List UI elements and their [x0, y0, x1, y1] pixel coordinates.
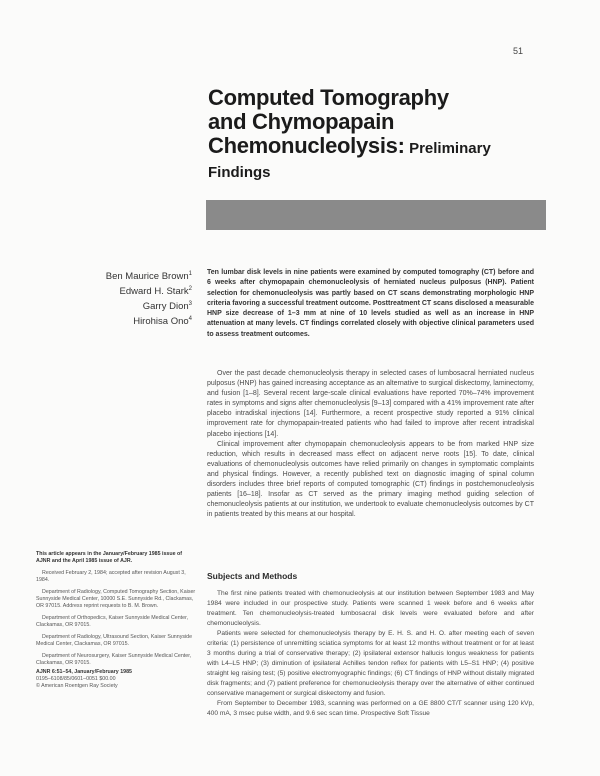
affiliation-2: Department of Orthopedics, Kaiser Sunnyside Medical Center, Clackamas, OR 97015. [36, 615, 189, 628]
copyright: © American Roentgen Ray Society [36, 683, 118, 689]
page-number: 51 [513, 46, 524, 56]
title-rule-bar [206, 200, 546, 230]
affiliation-1: Department of Radiology, Computed Tomography Section, Kaiser Sunnyside Medical Center, 10000 S.E. Sunnyside Rd., Clackamas, OR 97015. Address reprint requests to B. M. Brown. [36, 589, 196, 609]
author-1 [40, 268, 192, 283]
journal-citation: AJNR 6:51–54, January/February 1985 [36, 669, 132, 675]
title-line-3-sub: Preliminary [409, 140, 491, 157]
title-line-2: and Chymopapain [208, 109, 395, 134]
article-title [208, 86, 548, 185]
methods-section [207, 589, 534, 719]
received-note: Received February 2, 1984; accepted after revision August 3, 1984. [36, 570, 186, 583]
methods-paragraph: Patients were selected for chemonucleolysis therapy by E. H. S. and H. O. after meeting each of seven criteria: (1) persistence of unremitting sciatica symptoms for at least 12 months without treatment or for at least 3 months during a trial of conservative therapy; (2) ipsilateral extensor hallucis longus weakness for patients with L4–L5 HNP; (3) diminution of ipsilateral Achilles tendon reflex for patients with L5–S1 HNP; (4) positive straight leg raising test; (5) positive electromyographic findings; (6) CT findings of HNP without distally migrated disk fragments; and (7) patient preference for chemonucleolysis therapy over the alternative of either continued conservative management or surgical diskectomy and fusion. [207, 630, 534, 697]
author-1-mark: 1 [188, 271, 192, 277]
title-line-3-main: Chemonucleolysis: [208, 133, 405, 158]
methods-paragraph: The first nine patients treated with chemonucleolysis at our institution between September 1983 and May 1984 were included in our prospective study. Patients were scanned 1 week before and 6 weeks after treatment. Ten chemonucleolysis-treated lumbosacral disk levels were evaluated before and after chemonucleolysis. [207, 590, 534, 627]
methods-paragraph: From September to December 1983, scanning was performed on a GE 8800 CT/T scanner using 120 kVp, 400 mA, 3 msec pulse width, and 9.6 sec scan time. Prospective Soft Tissue [207, 700, 534, 717]
title-line-4: Findings [208, 164, 271, 181]
title-line-1: Computed Tomography [208, 85, 449, 110]
introduction [207, 369, 534, 520]
author-2 [40, 283, 192, 298]
intro-paragraph: Clinical improvement after chymopapain chemonucleolysis appears to be from marked HNP size reduction, which results in decreased mass effect on adjacent nerve roots [15]. To date, clinical evaluations of chemonucleolysis outcomes have relied primarily on changes in symptomatic complaints and physical findings. However, a recently published text on diagnostic imaging of spinal column disorders includes three brief reports of computed tomographic (CT) findings in postchemonucleolysis patients [16–18]. Insofar as CT served as the primary imaging method guiding selection of chemonucleolysis patients at our institution, we undertook to evaluate chemonucleolysis outcomes by CT in patients treated by this means at our hospital. [207, 440, 534, 519]
author-1-name: Ben Maurice Brown [105, 271, 189, 283]
author-2-name: Edward H. Stark [119, 286, 189, 298]
issue-notice: This article appears in the January/February 1985 issue of AJNR and the April 1985 issue of AJR. [36, 551, 183, 564]
author-4-mark: 4 [188, 316, 192, 323]
author-3-mark: 3 [188, 301, 192, 308]
side-notes [36, 551, 196, 690]
intro-paragraph: Over the past decade chemonucleolysis therapy in selected cases of lumbosacral herniated nucleus pulposus (HNP) has gained increasing acceptance as an alternative to surgical diskectomy, laminectomy, and fusion [1–8]. Several recent large-scale clinical evaluations have reported 70%–74% improvement rates in symptoms and signs after chemonucleolysis [9–13] compared with a 41% improvement rate after placebo intradiskal injections [14]. Furthermore, a recent prospective study reported a 91% clinical improvement rate for chymopapain-treated patients who had failed to improve after recent intradiskal placebo injections [14]. [207, 370, 534, 438]
author-4-name: Hirohisa Ono [133, 316, 189, 328]
affiliation-4: Department of Neurosurgery, Kaiser Sunnyside Medical Center, Clackamas, OR 97015. [36, 653, 192, 666]
affiliation-3: Department of Radiology, Ultrasound Section, Kaiser Sunnyside Medical Center, Clackamas, OR 97015. [36, 634, 193, 647]
author-3 [40, 298, 192, 313]
abstract: Ten lumbar disk levels in nine patients were examined by computed tomography (CT) before and 6 weeks after chymopapain chemonucleolysis of herniated nucleus pulposus (HNP). Patient selection for chemonucleolysis was partly based on CT scans demonstrating morphologic HNP criteria favoring a successful treatment outcome. Posttreatment CT scans disclosed a measurable HNP size decrease of 1–3 mm at nine of 10 levels studied as well as an increase in HNP attenuation at many levels. CT findings correlated closely with objective clinical parameters used to assess treatment outcomes. [207, 269, 534, 338]
author-3-name: Garry Dion [142, 301, 189, 313]
author-list [40, 268, 192, 329]
title-line-3 [208, 134, 548, 161]
author-2-mark: 2 [188, 286, 192, 293]
section-heading: Subjects and Methods [207, 571, 298, 581]
issn: 0195–6108/85/0601–0051 $00.00 [36, 676, 116, 682]
author-4 [40, 313, 192, 328]
